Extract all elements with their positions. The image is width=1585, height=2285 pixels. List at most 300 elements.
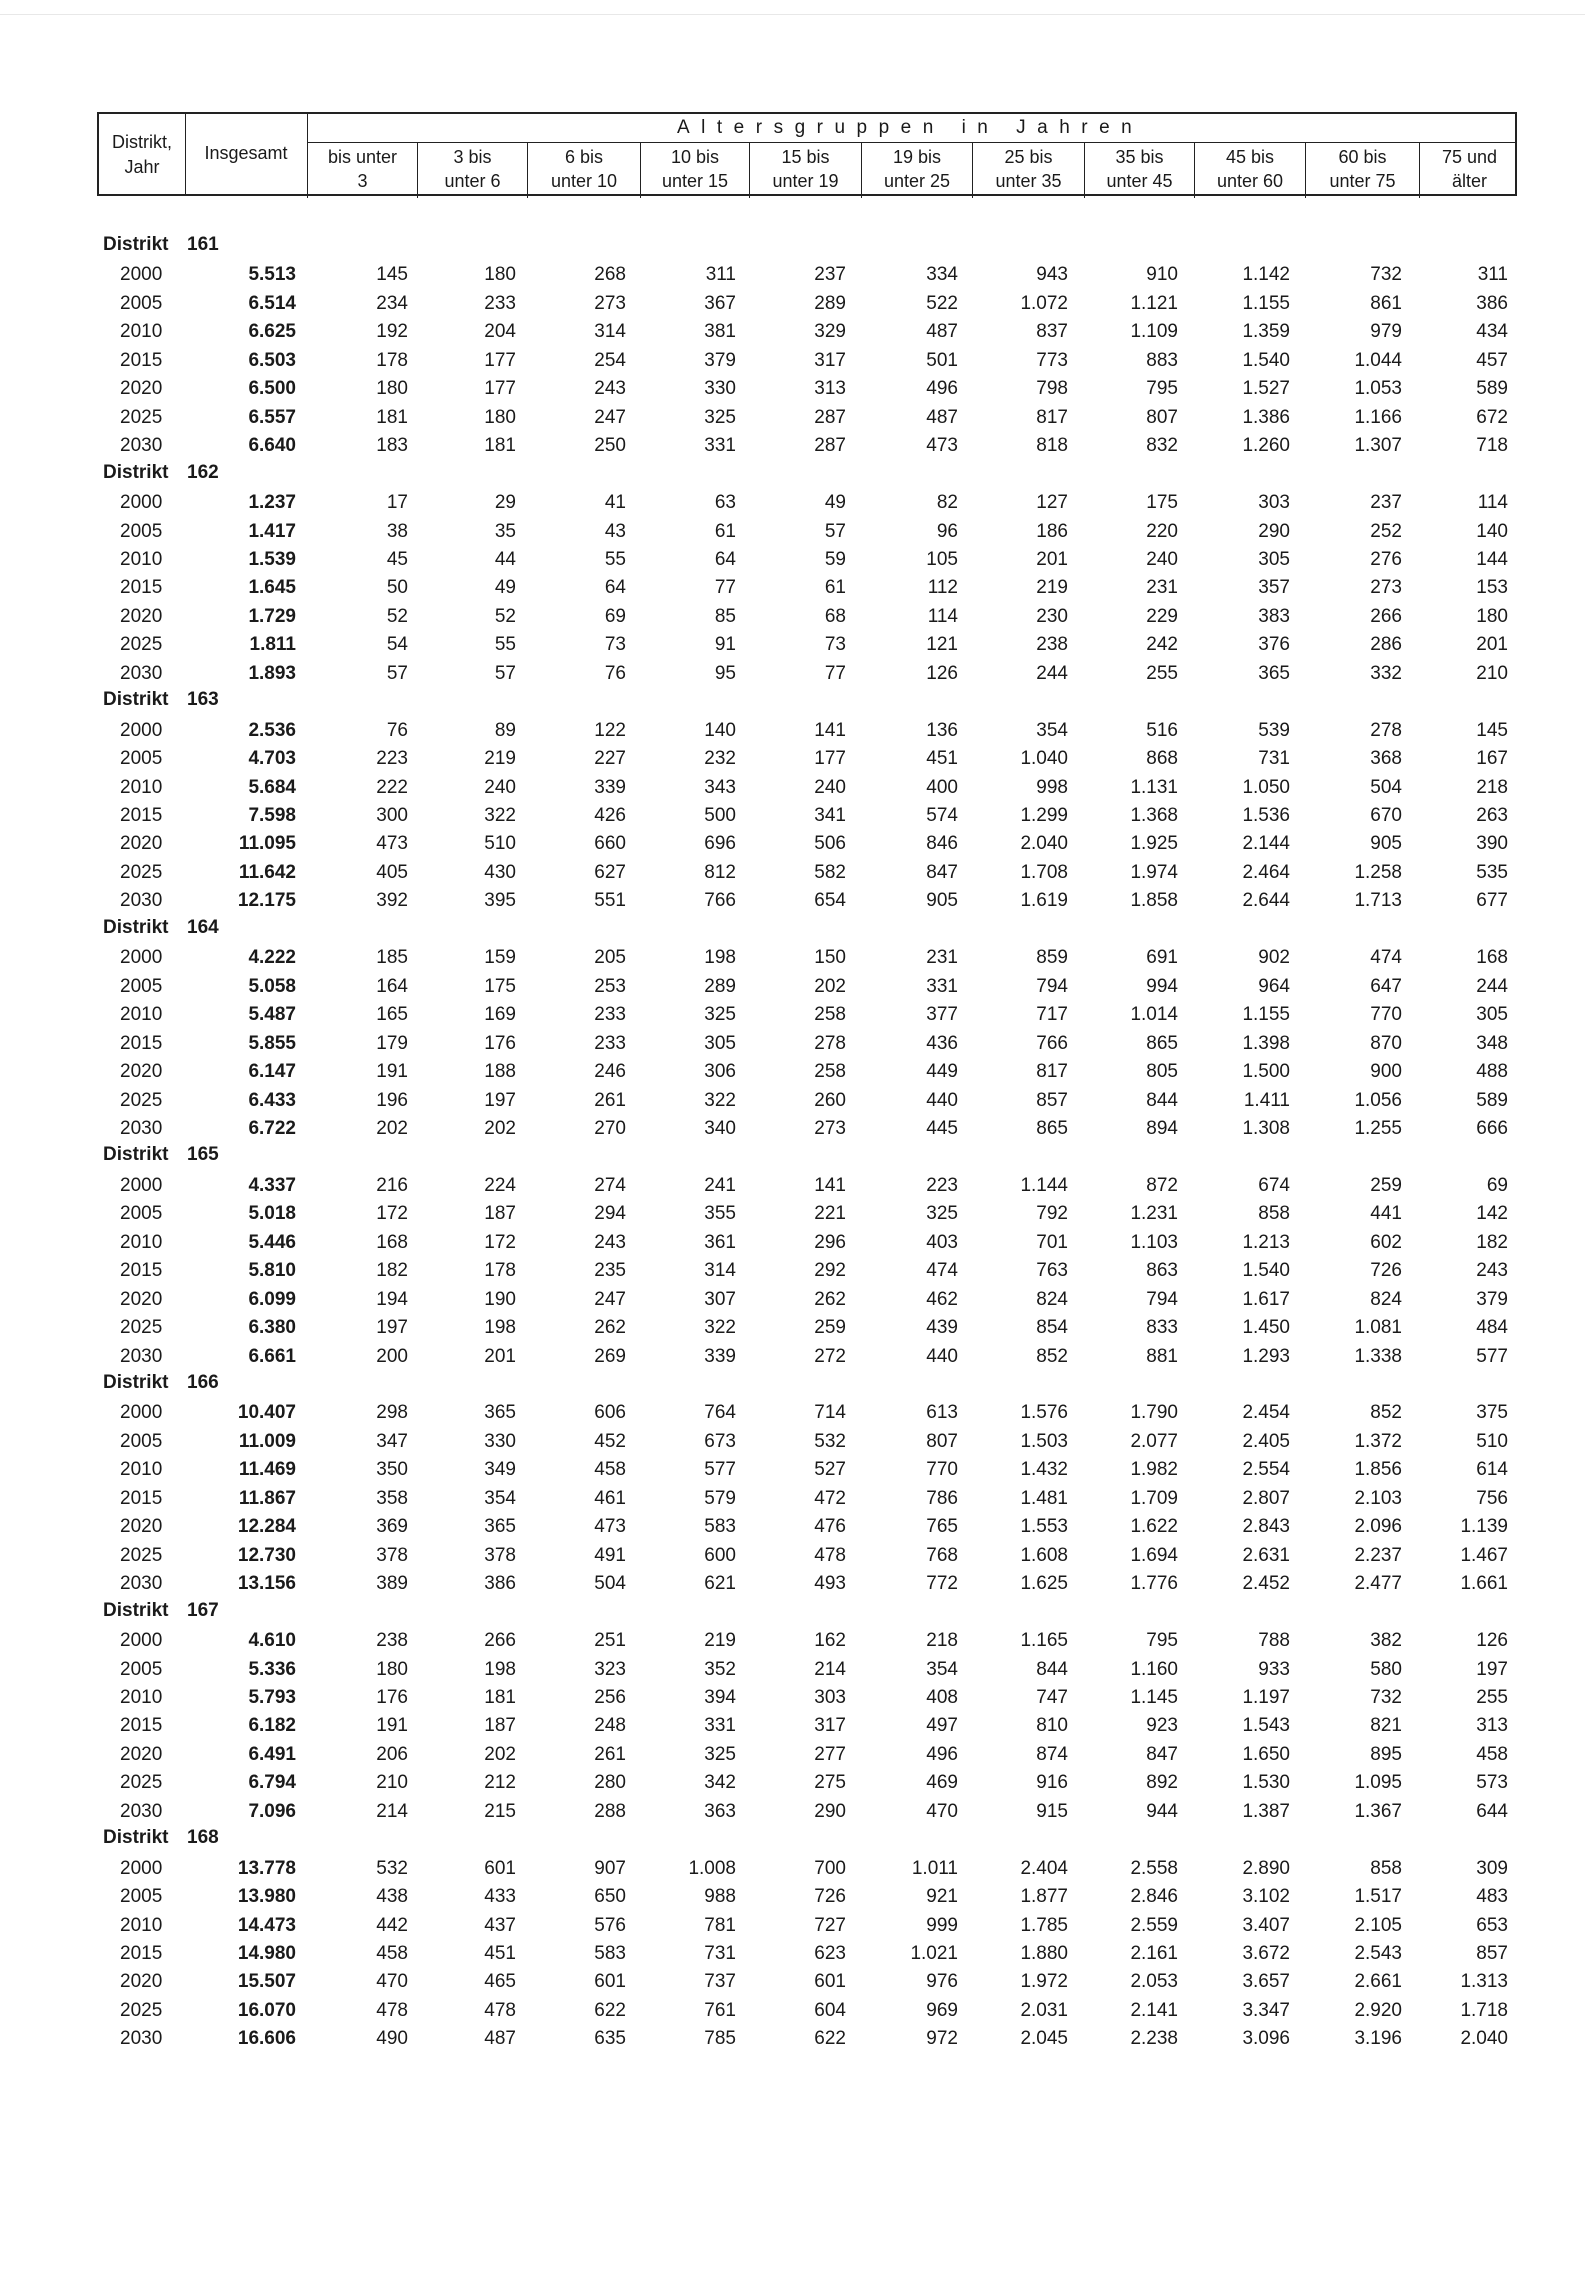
age-group-value-cell: 229 [1146,605,1178,627]
age-group-value-cell: 1.313 [1460,1971,1508,1993]
total-cell: 6.794 [248,1772,296,1794]
age-group-value-cell: 392 [376,890,408,912]
age-group-value-cell: 1.398 [1242,1032,1290,1054]
year-cell: 2025 [120,861,163,883]
age-group-value-cell: 440 [926,1345,958,1367]
total-cell: 1.417 [248,520,296,542]
age-group-value-cell: 305 [1258,548,1290,570]
age-group-value-cell: 2.053 [1130,1971,1178,1993]
age-group-value-cell: 400 [926,776,958,798]
age-group-value-cell: 577 [704,1459,736,1481]
age-group-value-cell: 2.846 [1130,1886,1178,1908]
age-group-value-cell: 210 [1476,662,1508,684]
year-cell: 2000 [120,1174,163,1196]
age-group-value-cell: 1.338 [1354,1345,1402,1367]
age-group-value-cell: 773 [1036,349,1068,371]
total-cell: 5.810 [248,1260,296,1282]
age-group-value-cell: 470 [376,1971,408,1993]
age-group-value-cell: 2.452 [1242,1573,1290,1595]
age-group-value-cell: 426 [594,805,626,826]
age-group-value-cell: 691 [1146,947,1178,969]
age-group-value-cell: 1.160 [1130,1658,1178,1680]
age-group-value-cell: 144 [1476,548,1508,570]
district-number: 167 [187,1599,219,1621]
age-group-value-cell: 622 [814,2028,846,2050]
total-cell: 14.980 [237,1943,296,1964]
age-group-value-cell: 263 [1476,805,1508,826]
age-group-value-cell: 1.713 [1354,890,1402,912]
age-group-value-cell: 1.145 [1130,1686,1178,1708]
age-group-value-cell: 202 [484,1743,516,1765]
age-group-value-cell: 214 [376,1800,408,1822]
age-group-value-cell: 580 [1370,1658,1402,1680]
age-group-label-line: 45 bis [1225,147,1275,167]
age-group-label-line: 19 bis [892,147,942,167]
age-group-label-line: unter 35 [995,171,1062,191]
age-group-value-cell: 600 [704,1544,736,1566]
age-group-value-cell: 198 [704,947,736,969]
age-group-value-cell: 52 [494,605,516,627]
year-cell: 2020 [120,378,163,400]
age-group-value-cell: 857 [1036,1089,1068,1111]
year-cell: 2000 [120,264,163,286]
age-group-value-cell: 465 [484,1971,516,1993]
age-group-value-cell: 579 [704,1487,736,1509]
year-cell: 2000 [120,492,163,514]
age-group-value-cell: 3.096 [1242,2028,1290,2050]
age-group-value-cell: 82 [936,492,958,514]
age-group-value-cell: 244 [1476,975,1508,997]
age-group-value-cell: 478 [376,1999,408,2021]
age-group-value-cell: 1.540 [1242,1260,1290,1282]
age-group-value-cell: 190 [484,1288,516,1310]
age-group-value-cell: 212 [484,1772,516,1794]
age-group-value-cell: 347 [376,1430,408,1452]
age-group-value-cell: 491 [594,1544,626,1566]
age-group-value-cell: 731 [1258,748,1290,770]
year-cell: 2005 [120,1203,163,1225]
age-group-value-cell: 182 [376,1260,408,1282]
age-group-label [528,145,640,193]
age-group-value-cell: 484 [1476,1317,1508,1339]
age-group-value-cell: 339 [704,1345,736,1367]
age-group-value-cell: 786 [926,1487,958,1509]
age-group-value-cell: 859 [1036,947,1068,969]
age-group-value-cell: 273 [594,292,626,314]
age-group-value-cell: 354 [484,1487,516,1509]
age-group-value-cell: 219 [1036,577,1068,599]
age-group-value-cell: 243 [1476,1260,1508,1282]
year-cell: 2015 [120,577,163,599]
age-group-value-cell: 68 [824,605,846,627]
total-cell: 5.684 [248,776,296,798]
age-group-value-cell: 140 [704,719,736,741]
age-group-value-cell: 54 [386,634,408,656]
district-label: Distrikt [103,1144,169,1166]
age-group-value-cell: 854 [1036,1317,1068,1339]
year-cell: 2025 [120,1772,163,1794]
age-group-value-cell: 1.095 [1354,1772,1402,1794]
age-group-value-cell: 311 [705,264,736,286]
age-group-header [527,142,640,198]
age-group-value-cell: 506 [814,833,846,855]
age-group-value-cell: 2.454 [1242,1402,1290,1424]
age-group-value-cell: 175 [484,975,516,997]
year-cell: 2010 [120,321,163,343]
age-group-value-cell: 943 [1036,264,1068,286]
total-cell: 12.175 [237,890,296,912]
age-group-value-cell: 198 [484,1317,516,1339]
age-group-label-line: 25 bis [1004,147,1053,167]
age-group-value-cell: 857 [1476,1943,1508,1964]
age-group-value-cell: 121 [926,634,958,656]
total-cell: 6.491 [248,1743,296,1765]
district-label: Distrikt [103,461,169,483]
age-group-value-cell: 870 [1370,1032,1402,1054]
age-group-value-cell: 303 [1258,492,1290,514]
year-cell: 2020 [120,1971,163,1993]
age-group-value-cell: 378 [484,1544,516,1566]
age-group-label-line: unter 10 [550,171,618,191]
age-group-value-cell: 1.503 [1020,1430,1068,1452]
age-group-value-cell: 231 [926,947,958,969]
age-group-value-cell: 1.307 [1354,435,1402,457]
age-group-value-cell: 172 [376,1203,408,1225]
age-group-value-cell: 858 [1258,1203,1290,1225]
age-group-value-cell: 916 [1036,1772,1068,1794]
year-cell: 2030 [120,662,163,684]
age-group-label [1420,145,1519,193]
age-group-value-cell: 85 [714,605,736,627]
age-group-value-cell: 821 [1370,1715,1402,1737]
age-group-value-cell: 379 [704,349,736,371]
age-group-value-cell: 910 [1146,264,1178,286]
age-group-header [1305,142,1419,198]
age-group-value-cell: 247 [594,1288,626,1310]
age-group-value-cell: 178 [376,349,408,371]
age-group-value-cell: 272 [814,1345,846,1367]
district-number: 161 [187,234,219,255]
age-group-value-cell: 1.258 [1354,861,1402,883]
age-group-value-cell: 260 [814,1089,846,1111]
age-group-value-cell: 497 [926,1715,958,1737]
age-group-value-cell: 1.650 [1242,1743,1290,1765]
age-group-value-cell: 732 [1370,264,1402,286]
age-group-value-cell: 261 [594,1089,626,1111]
total-cell: 4.610 [248,1630,296,1652]
age-group-value-cell: 365 [1258,662,1290,684]
year-cell: 2030 [120,1573,163,1595]
age-group-value-cell: 69 [1486,1174,1508,1196]
age-group-value-cell: 202 [376,1117,408,1139]
age-group-value-cell: 354 [1036,719,1068,741]
age-group-value-cell: 64 [604,577,626,599]
age-group-value-cell: 1.121 [1130,292,1178,314]
age-group-value-cell: 1.368 [1130,805,1178,826]
age-group-value-cell: 788 [1258,1630,1290,1652]
age-group-value-cell: 242 [1146,634,1178,656]
age-group-value-cell: 266 [484,1630,516,1652]
age-group-value-cell: 772 [926,1573,958,1595]
age-group-value-cell: 2.031 [1020,1999,1068,2021]
age-group-value-cell: 376 [1258,634,1290,656]
age-group-value-cell: 77 [714,577,736,599]
age-group-value-cell: 244 [1036,662,1068,684]
year-cell: 2020 [120,1743,163,1765]
total-cell: 5.513 [248,264,296,286]
age-group-value-cell: 183 [376,435,408,457]
age-group-value-cell: 1.255 [1354,1117,1402,1139]
age-group-value-cell: 390 [1476,833,1508,855]
age-group-value-cell: 1.694 [1130,1544,1178,1566]
age-group-value-cell: 354 [926,1658,958,1680]
age-group-value-cell: 292 [814,1260,846,1282]
age-group-value-cell: 614 [1476,1459,1508,1481]
age-group-value-cell: 198 [484,1658,516,1680]
age-group-value-cell: 266 [1370,605,1402,627]
age-group-value-cell: 504 [594,1573,626,1595]
age-group-value-cell: 339 [594,776,626,798]
age-group-label-line: 10 bis [670,147,720,167]
age-group-value-cell: 365 [484,1516,516,1538]
age-group-value-cell: 177 [484,349,516,371]
age-group-value-cell: 969 [926,1999,958,2021]
age-group-value-cell: 1.359 [1242,321,1290,343]
age-group-value-cell: 2.040 [1020,833,1068,855]
age-group-value-cell: 1.213 [1242,1231,1290,1253]
age-group-value-cell: 215 [484,1800,516,1822]
age-group-value-cell: 126 [1476,1630,1508,1652]
age-group-value-cell: 287 [814,406,846,428]
age-group-value-cell: 2.105 [1354,1914,1402,1936]
age-group-value-cell: 180 [376,378,408,400]
age-group-label-line: 6 bis [564,147,604,167]
age-group-value-cell: 478 [814,1544,846,1566]
year-cell: 2015 [120,1943,163,1964]
age-group-value-cell: 2.477 [1354,1573,1402,1595]
year-cell: 2010 [120,548,163,570]
age-group-value-cell: 290 [1258,520,1290,542]
age-group-value-cell: 350 [376,1459,408,1481]
age-group-value-cell: 1.450 [1242,1317,1290,1339]
age-group-value-cell: 504 [1370,776,1402,798]
age-group-value-cell: 510 [1476,1430,1508,1452]
age-group-value-cell: 577 [1476,1345,1508,1367]
age-group-value-cell: 458 [594,1459,626,1481]
age-group-value-cell: 670 [1370,805,1402,826]
age-group-value-cell: 852 [1036,1345,1068,1367]
age-group-value-cell: 539 [1258,719,1290,741]
total-cell: 6.640 [248,435,296,457]
age-group-value-cell: 496 [926,378,958,400]
age-group-value-cell: 1.011 [911,1857,958,1879]
age-group-value-cell: 235 [594,1260,626,1282]
total-cell: 12.730 [237,1544,296,1566]
age-group-value-cell: 894 [1146,1117,1178,1139]
age-group-header [861,142,972,198]
age-group-value-cell: 2.161 [1130,1943,1178,1964]
age-group-value-cell: 368 [1370,748,1402,770]
age-group-value-cell: 334 [926,264,958,286]
age-group-value-cell: 240 [484,776,516,798]
age-group-value-cell: 325 [704,1743,736,1765]
age-group-value-cell: 944 [1146,1800,1178,1822]
age-group-value-cell: 2.554 [1242,1459,1290,1481]
age-group-value-cell: 386 [484,1573,516,1595]
age-group-value-cell: 206 [376,1743,408,1765]
age-group-value-cell: 381 [704,321,736,343]
age-group-value-cell: 177 [484,378,516,400]
age-group-value-cell: 317 [814,1715,846,1737]
age-group-value-cell: 192 [376,321,408,343]
age-group-value-cell: 2.843 [1242,1516,1290,1538]
age-group-value-cell: 674 [1258,1174,1290,1196]
age-group-value-cell: 727 [814,1914,846,1936]
age-group-value-cell: 332 [1370,662,1402,684]
age-group-value-cell: 3.657 [1242,1971,1290,1993]
age-group-value-cell: 430 [484,861,516,883]
age-group-value-cell: 478 [484,1999,516,2021]
age-group-value-cell: 601 [484,1857,516,1879]
total-cell: 6.514 [248,292,296,314]
total-cell: 13.156 [237,1573,296,1595]
age-group-value-cell: 1.021 [910,1943,958,1964]
age-group-label [1195,145,1305,193]
age-group-value-cell: 770 [926,1459,958,1481]
age-group-value-cell: 2.644 [1242,890,1290,912]
year-cell: 2000 [120,1402,163,1424]
age-group-value-cell: 1.411 [1243,1089,1290,1111]
age-group-value-cell: 382 [1370,1630,1402,1652]
age-group-value-cell: 210 [376,1772,408,1794]
age-group-value-cell: 216 [376,1174,408,1196]
age-group-value-cell: 169 [484,1004,516,1026]
age-group-value-cell: 976 [926,1971,958,1993]
age-group-value-cell: 493 [814,1573,846,1595]
year-cell: 2005 [120,292,163,314]
age-group-value-cell: 824 [1036,1288,1068,1310]
age-group-label [750,145,861,193]
age-group-header [640,142,749,198]
age-group-value-cell: 187 [484,1715,516,1737]
age-group-value-cell: 458 [1476,1743,1508,1765]
total-cell: 5.018 [248,1203,296,1225]
age-group-value-cell: 874 [1036,1743,1068,1765]
district-label: Distrikt [103,1372,169,1393]
age-group-label-line: 3 bis [453,147,492,167]
age-group-value-cell: 197 [484,1089,516,1111]
year-cell: 2005 [120,520,163,542]
age-group-value-cell: 63 [714,492,736,514]
age-group-value-cell: 348 [1476,1032,1508,1054]
year-cell: 2005 [120,1886,163,1908]
total-cell: 5.336 [248,1658,296,1680]
age-group-value-cell: 2.096 [1354,1516,1402,1538]
total-cell: 15.507 [237,1971,296,1993]
age-group-value-cell: 197 [1476,1658,1508,1680]
age-group-value-cell: 127 [1036,492,1068,514]
age-group-value-cell: 202 [484,1117,516,1139]
age-group-label-line: 75 und [1441,147,1498,167]
age-group-value-cell: 905 [1370,833,1402,855]
age-group-value-cell: 1.231 [1130,1203,1178,1225]
age-group-value-cell: 2.890 [1242,1857,1290,1879]
age-group-value-cell: 2.464 [1242,861,1290,883]
age-group-value-cell: 2.404 [1020,1857,1068,1879]
age-group-value-cell: 621 [704,1573,736,1595]
age-group-value-cell: 269 [594,1345,626,1367]
age-group-value-cell: 500 [704,805,736,826]
age-group-value-cell: 3.196 [1354,2028,1402,2050]
age-group-value-cell: 764 [704,1402,736,1424]
age-group-value-cell: 76 [604,662,626,684]
age-group-value-cell: 817 [1036,1061,1068,1083]
age-group-value-cell: 241 [704,1174,736,1196]
age-group-value-cell: 487 [484,2028,516,2050]
district-label: Distrikt [103,1827,169,1849]
year-cell: 2030 [120,1345,163,1367]
age-group-label-line: unter 15 [661,171,729,191]
district-number: 162 [187,461,219,483]
header-distrikt-label: Distrikt, [112,132,172,152]
age-group-value-cell: 408 [926,1686,958,1708]
age-group-value-cell: 150 [814,947,846,969]
age-group-value-cell: 770 [1370,1004,1402,1026]
age-group-value-cell: 205 [594,947,626,969]
age-group-value-cell: 1.619 [1020,890,1068,912]
age-group-value-cell: 224 [484,1174,516,1196]
age-group-value-cell: 1.858 [1130,890,1178,912]
age-group-value-cell: 895 [1370,1743,1402,1765]
district-label: Distrikt [103,916,169,938]
age-group-value-cell: 1.708 [1020,861,1068,883]
age-group-value-cell: 248 [594,1715,626,1737]
age-group-value-cell: 1.308 [1242,1117,1290,1139]
age-group-value-cell: 165 [376,1004,408,1026]
age-group-value-cell: 251 [594,1630,626,1652]
age-group-value-cell: 798 [1036,378,1068,400]
age-group-value-cell: 438 [376,1886,408,1908]
age-group-value-cell: 872 [1146,1174,1178,1196]
age-group-value-cell: 434 [1476,321,1508,343]
age-group-value-cell: 167 [1476,748,1508,770]
total-cell: 5.487 [248,1004,296,1026]
total-cell: 6.182 [248,1715,296,1737]
age-group-value-cell: 142 [1476,1203,1508,1225]
age-group-value-cell: 314 [704,1260,736,1282]
age-group-value-cell: 1.576 [1020,1402,1068,1424]
age-group-value-cell: 317 [814,349,846,371]
age-group-value-cell: 921 [926,1886,958,1908]
age-group-value-cell: 1.880 [1020,1943,1068,1964]
age-group-value-cell: 240 [814,776,846,798]
age-group-value-cell: 700 [814,1857,846,1879]
age-group-value-cell: 95 [714,662,736,684]
age-group-value-cell: 238 [376,1630,408,1652]
age-group-value-cell: 1.517 [1354,1886,1402,1908]
year-cell: 2005 [120,748,163,770]
age-group-value-cell: 289 [814,292,846,314]
scan-edge-line [0,14,1585,15]
age-group-value-cell: 363 [704,1800,736,1822]
district-label: Distrikt [103,234,169,255]
age-group-value-cell: 341 [814,805,846,826]
total-cell: 6.500 [248,378,296,400]
age-group-value-cell: 833 [1146,1317,1178,1339]
age-group-value-cell: 313 [814,378,846,400]
age-group-value-cell: 153 [1476,577,1508,599]
age-group-value-cell: 237 [1370,492,1402,514]
